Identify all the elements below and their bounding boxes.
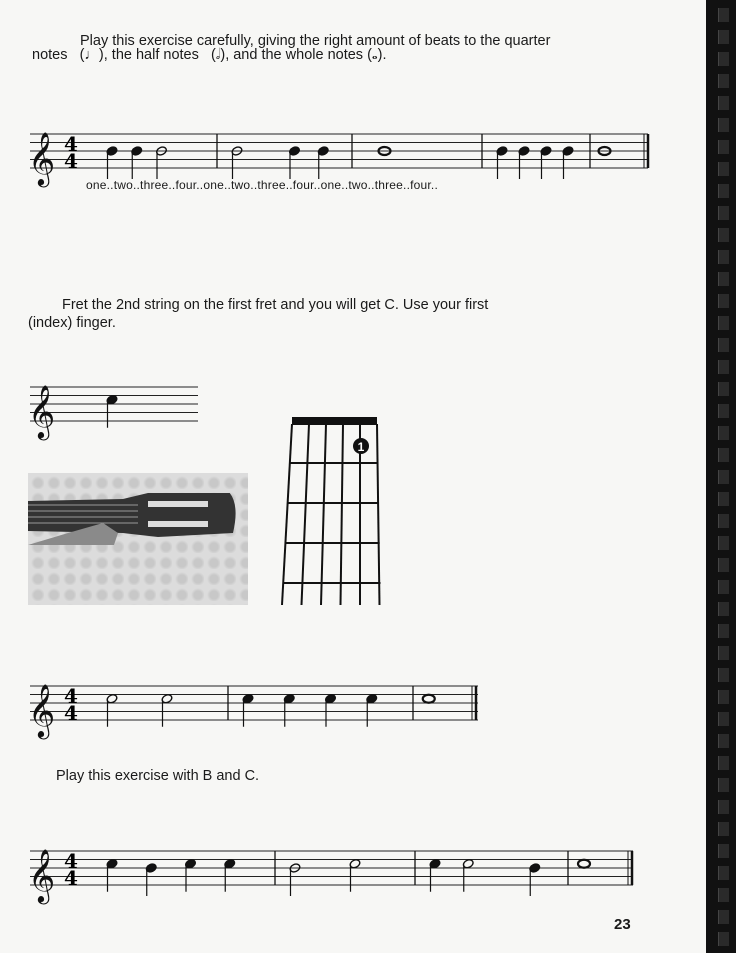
quarter-note-B xyxy=(529,863,541,896)
whole-note-C xyxy=(423,695,435,703)
nut xyxy=(292,417,377,424)
string-line xyxy=(377,424,380,605)
quarter-note-B xyxy=(288,146,300,179)
whole-note-C xyxy=(578,860,590,868)
quarter-note-C xyxy=(106,858,118,891)
treble-clef-icon: 𝄞 xyxy=(28,131,56,185)
staff-exercise-3 xyxy=(30,847,635,907)
quarter-note-B xyxy=(496,146,508,179)
staff-exercise-2 xyxy=(30,682,480,742)
staff-c-note xyxy=(30,383,200,443)
time-signature-top: 4 xyxy=(64,849,78,873)
string-line xyxy=(282,424,292,605)
quarter-note-B xyxy=(145,863,157,896)
quarter-note-C xyxy=(283,693,295,726)
string-line xyxy=(341,424,344,605)
intro-line-2: notes (♩), the half notes (𝅗𝅥), and the whole notes (𝅝). xyxy=(32,47,387,63)
quarter-note-B xyxy=(518,146,530,179)
exercise-bc-instruction: Play this exercise with B and C. xyxy=(56,768,260,784)
treble-clef-icon: 𝄞 xyxy=(28,848,56,902)
time-signature-bottom: 4 xyxy=(64,701,78,725)
time-signature-bottom: 4 xyxy=(64,149,78,173)
intro-text-d: ). xyxy=(377,47,387,63)
string-line xyxy=(302,424,310,605)
fretboard-diagram xyxy=(278,415,388,610)
quarter-note-B xyxy=(540,146,552,179)
half-note-C xyxy=(106,693,118,726)
quarter-note-B xyxy=(317,146,329,179)
guitar-headstock-image xyxy=(28,493,240,545)
half-note-C xyxy=(462,858,474,891)
quarter-note-icon: ♩ xyxy=(84,47,99,63)
page-number: 23 xyxy=(614,916,631,933)
treble-clef-icon: 𝄞 xyxy=(28,384,56,438)
half-note-icon: 𝅗𝅥 xyxy=(215,47,221,63)
whole-note-icon: 𝅝 xyxy=(371,47,378,63)
quarter-note-C xyxy=(184,858,196,891)
intro-text-a: notes xyxy=(32,47,68,63)
time-signature-bottom: 4 xyxy=(64,866,78,890)
quarter-note-C xyxy=(242,693,254,726)
fret-instruction-line-1: Fret the 2nd string on the first fret and you will get C. Use your first xyxy=(62,297,489,313)
quarter-note-C xyxy=(429,858,441,891)
quarter-note-C xyxy=(224,858,236,891)
quarter-note-C xyxy=(106,394,118,427)
counting-text: one..two..three..four..one..two..three..four..one..two..three..four.. xyxy=(86,178,439,192)
time-signature-top: 4 xyxy=(64,684,78,708)
half-note-C xyxy=(349,858,361,891)
finger-marker-label: 1 xyxy=(357,440,365,454)
guitar-photo xyxy=(28,473,248,605)
spiral-binding xyxy=(706,0,736,953)
quarter-note-C xyxy=(324,693,336,726)
fret-instruction-line-2: (index) finger. xyxy=(28,315,116,331)
string-line xyxy=(321,424,326,605)
quarter-note-B xyxy=(106,146,118,179)
half-note-C xyxy=(161,693,173,726)
time-signature-top: 4 xyxy=(64,132,78,156)
intro-text-b: ), the half notes xyxy=(98,47,199,63)
intro-text-c: ), and the whole notes ( xyxy=(220,47,372,63)
quarter-note-C xyxy=(366,693,378,726)
quarter-note-B xyxy=(562,146,574,179)
intro-line-1: Play this exercise carefully, giving the right amount of beats to the quarter xyxy=(80,33,551,49)
treble-clef-icon: 𝄞 xyxy=(28,683,56,737)
quarter-note-B xyxy=(131,146,143,179)
